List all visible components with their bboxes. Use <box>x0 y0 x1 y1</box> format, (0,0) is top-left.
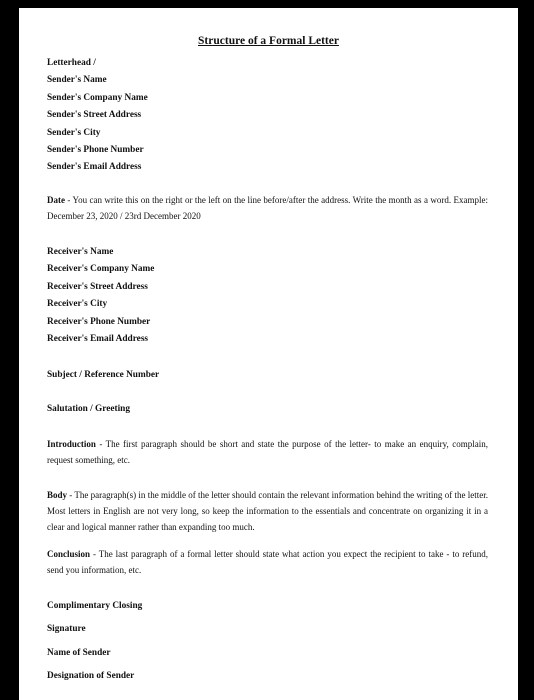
receiver-line: Receiver's Company Name <box>47 264 155 275</box>
salutation-line: Salutation / Greeting <box>47 404 130 414</box>
subject-line: Subject / Reference Number <box>47 370 160 380</box>
receiver-line: Receiver's Email Address <box>47 334 149 345</box>
conclusion-label: Conclusion <box>47 549 91 559</box>
sender-line: Sender's Email Address <box>47 162 142 173</box>
receiver-line: Receiver's Phone Number <box>47 316 151 327</box>
introduction-paragraph <box>47 436 488 468</box>
body-label: Body <box>47 490 68 500</box>
conclusion-text: - The last paragraph of a formal letter should state what action you expect the recipient to take - to refund, send you information, etc. <box>47 549 488 575</box>
body-text: - The paragraph(s) in the middle of the letter should contain the relevant information behind the writing of the letter. Most letters in English are not very long, so keep the information to the essentials and concentrate on organizing it in a clear and logical manner rather than expanding too much. <box>47 490 488 532</box>
sender-name-line: Name of Sender <box>47 648 111 658</box>
sender-block <box>47 55 148 177</box>
date-text: - You can write this on the right or the left on the line before/after the address. Write the month as a word. Example: December 23, 2020 / 23rd December 2020 <box>47 195 488 221</box>
complimentary-closing: Complimentary Closing <box>47 601 143 611</box>
document-page <box>19 8 518 700</box>
receiver-block <box>47 244 154 348</box>
document-title: Structure of a Formal Letter <box>198 35 339 47</box>
sender-line: Sender's Name <box>47 75 107 86</box>
introduction-text: - The first paragraph should be short and state the purpose of the letter- to make an enquiry, complain, request something, etc. <box>47 439 488 465</box>
body-paragraph <box>47 487 488 535</box>
date-paragraph <box>47 192 488 224</box>
sender-line: Letterhead / <box>47 58 96 68</box>
introduction-label: Introduction <box>47 439 96 449</box>
receiver-line: Receiver's Name <box>47 247 114 257</box>
sender-designation-line: Designation of Sender <box>47 671 135 681</box>
sender-line: Sender's Street Address <box>47 110 142 121</box>
sender-line: Sender's Phone Number <box>47 145 144 156</box>
conclusion-paragraph <box>47 546 488 578</box>
sender-line: Sender's City <box>47 127 101 138</box>
receiver-line: Receiver's City <box>47 299 108 310</box>
signature-line: Signature <box>47 624 86 634</box>
date-label: Date <box>47 195 65 205</box>
sender-line: Sender's Company Name <box>47 92 148 103</box>
receiver-line: Receiver's Street Address <box>47 281 148 292</box>
